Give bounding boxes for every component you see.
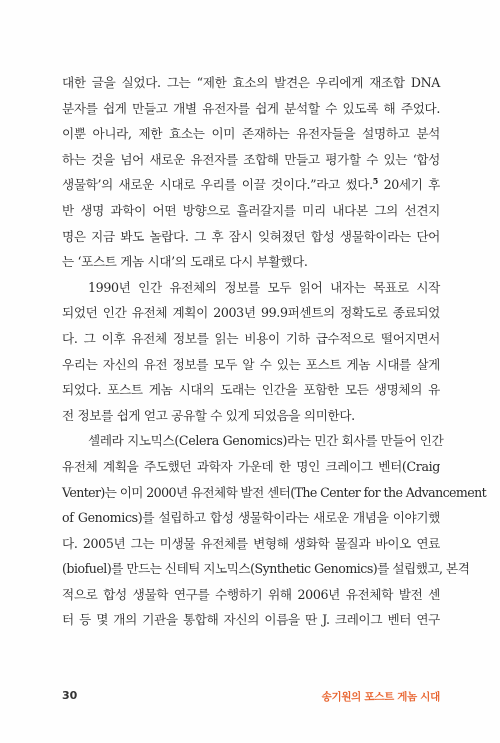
paragraph-1 <box>62 70 440 275</box>
text-line: of Genomics)를 설립하고 합성 생물학이라는 새로운 개념을 이야기했 <box>62 510 440 526</box>
text-line-segment: 생물학’의 새로운 시대로 우리를 이끌 것이다.”라고 썼다. <box>62 177 373 193</box>
text-line: 전 정보를 쉽게 얻고 공유할 수 있게 되었음을 의미한다. <box>62 407 355 423</box>
text-line: 명은 지금 봐도 놀랍다. 그 후 잠시 잊혀졌던 합성 생물학이라는 단어 <box>62 228 440 244</box>
text-line: 다. 2005년 그는 미생물 유전체를 변형해 생화학 물질과 바이오 연료 <box>62 535 440 551</box>
text-line <box>62 172 440 198</box>
text-line: 셀레라 지노믹스(Celera Genomics)라는 민간 회사를 만들어 인간 <box>88 433 444 449</box>
text-line: 반 생명 과학이 어떤 방향으로 흘러갈지를 미리 내다본 그의 선견지 <box>62 202 440 218</box>
body-text <box>62 70 487 633</box>
text-line: 1990년 인간 유전체의 정보를 모두 읽어 내자는 목표로 시작 <box>88 279 440 295</box>
text-line: 분자를 쉽게 만들고 개별 유전자를 쉽게 분석할 수 있도록 해 주었다. <box>62 100 440 116</box>
text-line: 하는 것을 넘어 새로운 유전자를 조합해 만들고 평가할 수 있는 ‘합성 <box>62 151 440 167</box>
paragraph-2 <box>62 275 440 429</box>
footnote-marker: 5 <box>372 176 378 187</box>
page-number: 30 <box>62 689 78 702</box>
text-line: 터 등 몇 개의 기관을 통합해 자신의 이름을 딴 J. 크레이그 벤터 연구 <box>62 612 440 628</box>
running-title: 송기원의 포스트 게놈 시대 <box>321 691 440 703</box>
page-footer <box>62 689 440 705</box>
text-line: 는 ‘포스트 게놈 시대’의 도래로 다시 부활했다. <box>62 254 308 270</box>
text-line: 우리는 자신의 유전 정보를 모두 알 수 있는 포스트 게놈 시대를 살게 <box>62 356 440 372</box>
text-line: 유전체 계획을 주도했던 과학자 가운데 한 명인 크레이그 벤터(Craig <box>62 458 440 474</box>
text-line: 다. 그 이후 유전체 정보를 읽는 비용이 기하 급수적으로 떨어지면서 <box>62 330 440 346</box>
text-line: 대한 글을 실었다. 그는 “제한 효소의 발견은 우리에게 재조합 DNA <box>62 75 440 90</box>
text-line: 되었다. 포스트 게놈 시대의 도래는 인간을 포함한 모든 생명체의 유 <box>62 382 440 398</box>
text-line: 되었던 인간 유전체 계획이 2003년 99.9퍼센트의 정확도로 종료되었 <box>62 305 440 321</box>
text-line: (biofuel)를 만드는 신테틱 지노믹스(Synthetic Genomics)를 설립했고, 본격 <box>62 561 470 577</box>
text-line-segment: 20세기 후 <box>377 177 440 193</box>
text-line: Venter)는 이미 2000년 유전체학 발전 센터(The Center for the Advancement <box>62 484 487 500</box>
text-line: 이뿐 아니라, 제한 효소는 이미 존재하는 유전자들을 설명하고 분석 <box>62 126 440 142</box>
paragraph-3 <box>62 428 487 633</box>
text-line: 적으로 합성 생물학 연구를 수행하기 위해 2006년 유전체학 발전 센 <box>62 586 440 602</box>
